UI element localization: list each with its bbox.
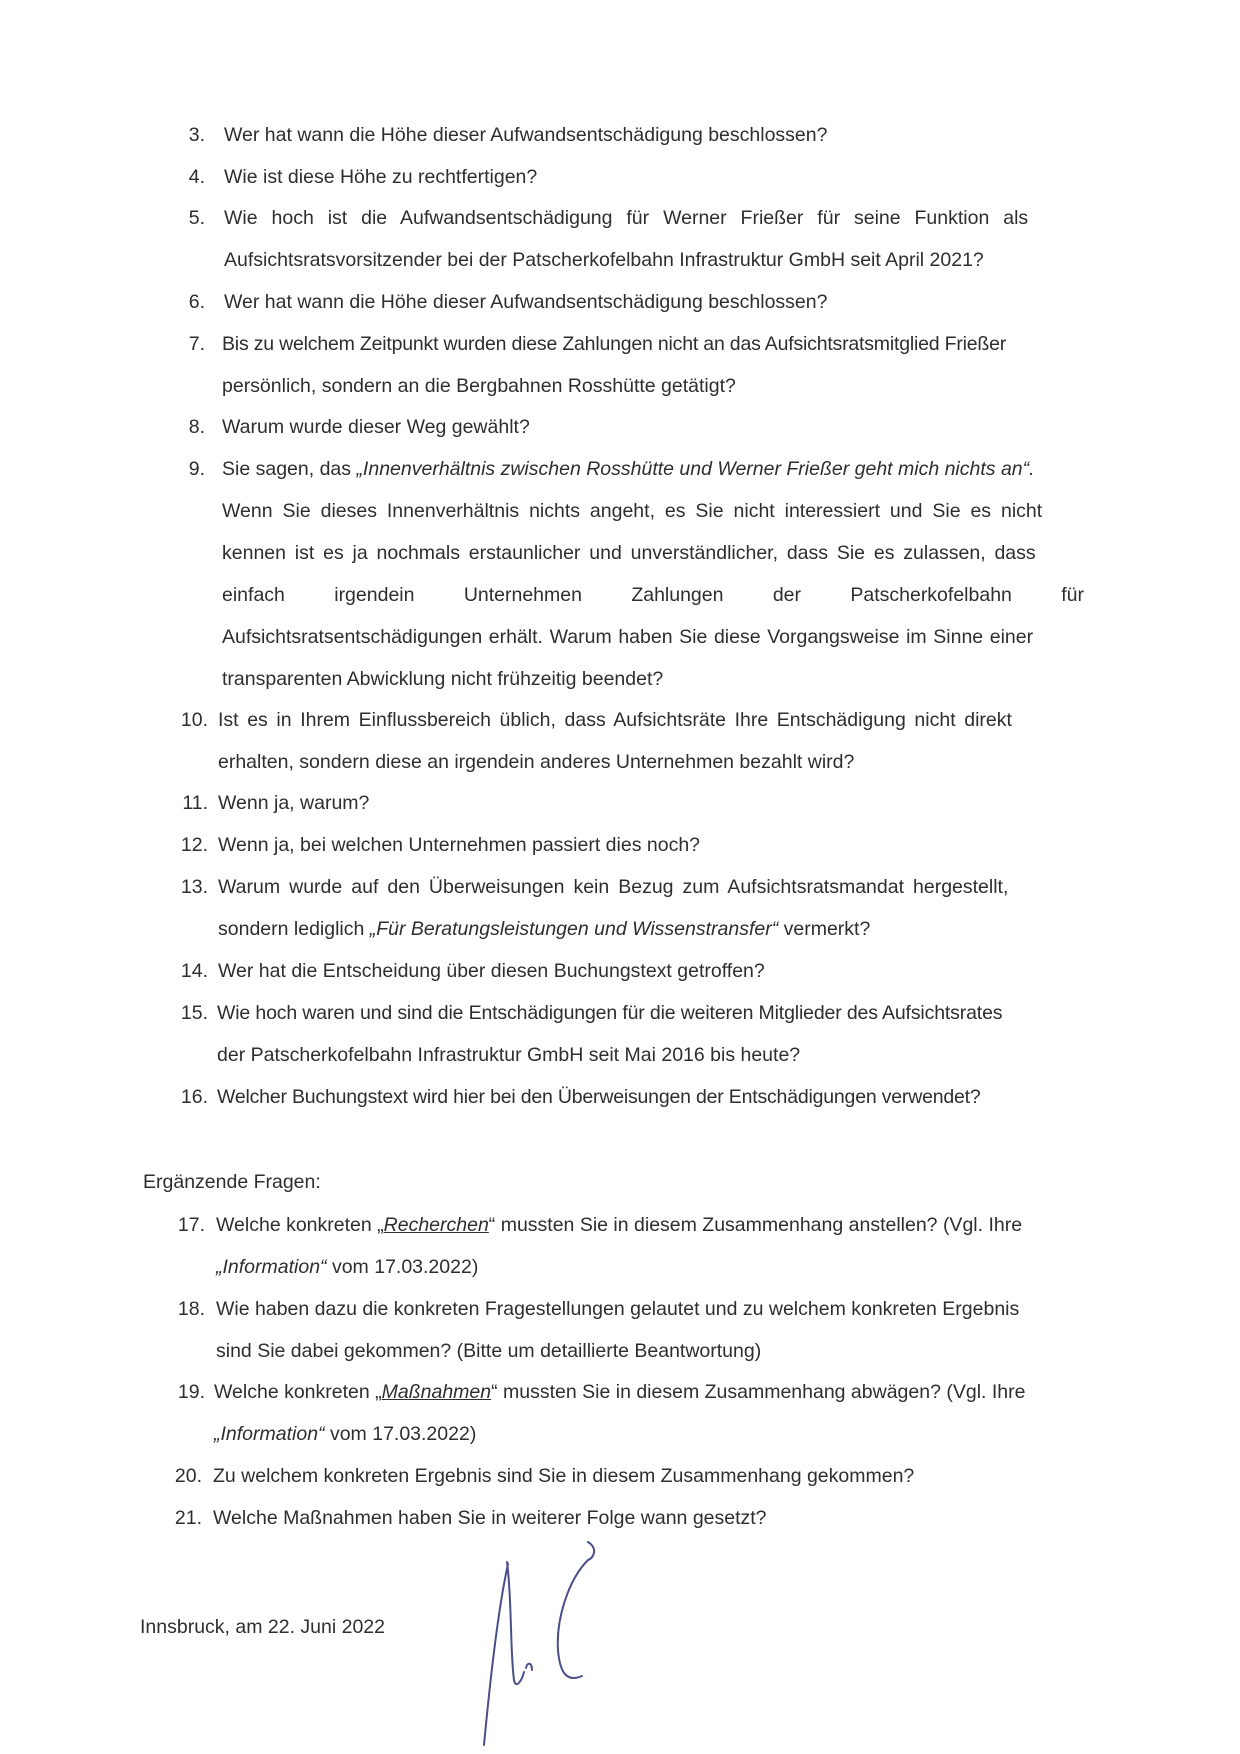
question-number: 9.	[188, 458, 205, 480]
question-text: Wenn ja, bei welchen Unternehmen passiert dies noch?	[218, 834, 701, 856]
question-text: Wer hat wann die Höhe dieser Aufwandsentschädigung beschlossen?	[224, 124, 828, 146]
quoted-booking-text: „Für Beratungsleistungen und Wissenstransfer“	[369, 918, 779, 940]
reference-date: vom 17.03.2022)	[326, 1256, 479, 1278]
signature-stroke	[526, 1664, 532, 1670]
question-text	[216, 1256, 478, 1279]
question-number: 5.	[188, 207, 205, 229]
question-text: Wie hoch ist die Aufwandsentschädigung für Werner Frießer für seine Funktion als	[224, 207, 1029, 229]
quoted-reference: „Information“	[214, 1423, 325, 1445]
quoted-term: Recherchen	[383, 1214, 489, 1236]
place-and-date: Innsbruck, am 22. Juni 2022	[140, 1616, 385, 1638]
question-number: 21.	[174, 1507, 202, 1529]
word: irgendein	[334, 584, 415, 606]
question-text	[222, 458, 1035, 481]
question-text: Wie haben dazu die konkreten Fragestellungen gelautet und zu welchem konkreten Ergebnis	[216, 1298, 1020, 1320]
quoted-term: Maßnahmen	[381, 1381, 492, 1403]
question-text	[214, 1423, 476, 1446]
question-number: 15.	[180, 1002, 208, 1024]
signature-image	[470, 1540, 630, 1750]
question-text: Wenn ja, warum?	[218, 792, 370, 814]
text-before-term: Welche konkreten „	[214, 1381, 382, 1403]
signature-stroke	[558, 1542, 594, 1678]
word: für	[1061, 584, 1084, 606]
question-text: Aufsichtsratsvorsitzender bei der Patscherkofelbahn Infrastruktur GmbH seit April 2021?	[224, 249, 984, 271]
section-heading: Ergänzende Fragen:	[143, 1171, 321, 1193]
question-text: der Patscherkofelbahn Infrastruktur GmbH seit Mai 2016 bis heute?	[217, 1044, 801, 1066]
question-text: kennen ist es ja nochmals erstaunlicher und unverständlicher, dass Sie es zulassen, dass	[222, 542, 1036, 564]
question-number: 19.	[177, 1381, 205, 1403]
question-number: 11.	[182, 792, 208, 814]
question-number: 20.	[174, 1465, 202, 1487]
word: einfach	[222, 584, 285, 606]
text-after-term: “ mussten Sie in diesem Zusammenhang abwägen? (Vgl. Ihre	[491, 1381, 1026, 1403]
question-number: 10.	[180, 709, 208, 731]
question-text: Wie hoch waren und sind die Entschädigungen für die weiteren Mitglieder des Aufsichtsrates	[217, 1002, 1003, 1024]
quoted-reference: „Information“	[216, 1256, 327, 1278]
signature-stroke	[484, 1564, 508, 1745]
word: Unternehmen	[463, 584, 582, 606]
question-text	[218, 918, 870, 941]
question-text: transparenten Abwicklung nicht frühzeitig beendet?	[222, 668, 664, 690]
word: Patscherkofelbahn	[850, 584, 1012, 606]
question-text: Wer hat wann die Höhe dieser Aufwandsentschädigung beschlossen?	[224, 291, 828, 313]
question-text: persönlich, sondern an die Bergbahnen Rosshütte getätigt?	[222, 375, 736, 397]
quoted-statement: „Innenverhältnis zwischen Rosshütte und Werner Frießer geht mich nichts an“.	[356, 458, 1035, 480]
question-intro: Sie sagen, das	[222, 458, 357, 480]
question-text: Aufsichtsratsentschädigungen erhält. Warum haben Sie diese Vorgangsweise im Sinne einer	[222, 626, 1034, 648]
question-number: 7.	[188, 333, 205, 355]
question-text: Welcher Buchungstext wird hier bei den Überweisungen der Entschädigungen verwendet?	[217, 1086, 981, 1108]
question-text: Wenn Sie dieses Innenverhältnis nichts angeht, es Sie nicht interessiert und Sie es nicht	[222, 500, 1043, 522]
question-text: Wie ist diese Höhe zu rechtfertigen?	[224, 166, 538, 188]
reference-date: vom 17.03.2022)	[324, 1423, 477, 1445]
question-text: Ist es in Ihrem Einflussbereich üblich, dass Aufsichtsräte Ihre Entschädigung nicht direkt	[218, 709, 1012, 731]
question-text: Zu welchem konkreten Ergebnis sind Sie in diesem Zusammenhang gekommen?	[213, 1465, 915, 1487]
text-before-quote: sondern lediglich	[218, 918, 370, 940]
question-number: 8.	[188, 416, 205, 438]
signature-stroke	[507, 1562, 524, 1684]
question-number: 3.	[188, 124, 205, 146]
question-text: sind Sie dabei gekommen? (Bitte um detaillierte Beantwortung)	[216, 1340, 762, 1362]
question-number: 16.	[180, 1086, 208, 1108]
word: Zahlungen	[631, 584, 724, 606]
text-before-term: Welche konkreten „	[216, 1214, 384, 1236]
text-after-quote: vermerkt?	[778, 918, 871, 940]
question-number: 14.	[180, 960, 208, 982]
question-text: erhalten, sondern diese an irgendein anderes Unternehmen bezahlt wird?	[218, 751, 855, 773]
question-text: Warum wurde auf den Überweisungen kein Bezug zum Aufsichtsratsmandat hergestellt,	[218, 876, 1009, 898]
question-text-justified	[222, 584, 1084, 607]
question-text	[214, 1381, 1025, 1404]
question-text	[216, 1214, 1022, 1237]
question-text: Warum wurde dieser Weg gewählt?	[222, 416, 530, 438]
question-text: Bis zu welchem Zeitpunkt wurden diese Zahlungen nicht an das Aufsichtsratsmitglied Frießer	[222, 333, 1007, 355]
word: der	[772, 584, 802, 606]
question-text: Wer hat die Entscheidung über diesen Buchungstext getroffen?	[218, 960, 765, 982]
question-number: 13.	[180, 876, 208, 898]
text-after-term: “ mussten Sie in diesem Zusammenhang anstellen? (Vgl. Ihre	[488, 1214, 1023, 1236]
question-number: 4.	[188, 166, 205, 188]
question-text: Welche Maßnahmen haben Sie in weiterer Folge wann gesetzt?	[213, 1507, 767, 1529]
question-number: 6.	[188, 291, 205, 313]
question-number: 17.	[177, 1214, 205, 1236]
question-number: 12.	[180, 834, 208, 856]
question-number: 18.	[177, 1298, 205, 1320]
